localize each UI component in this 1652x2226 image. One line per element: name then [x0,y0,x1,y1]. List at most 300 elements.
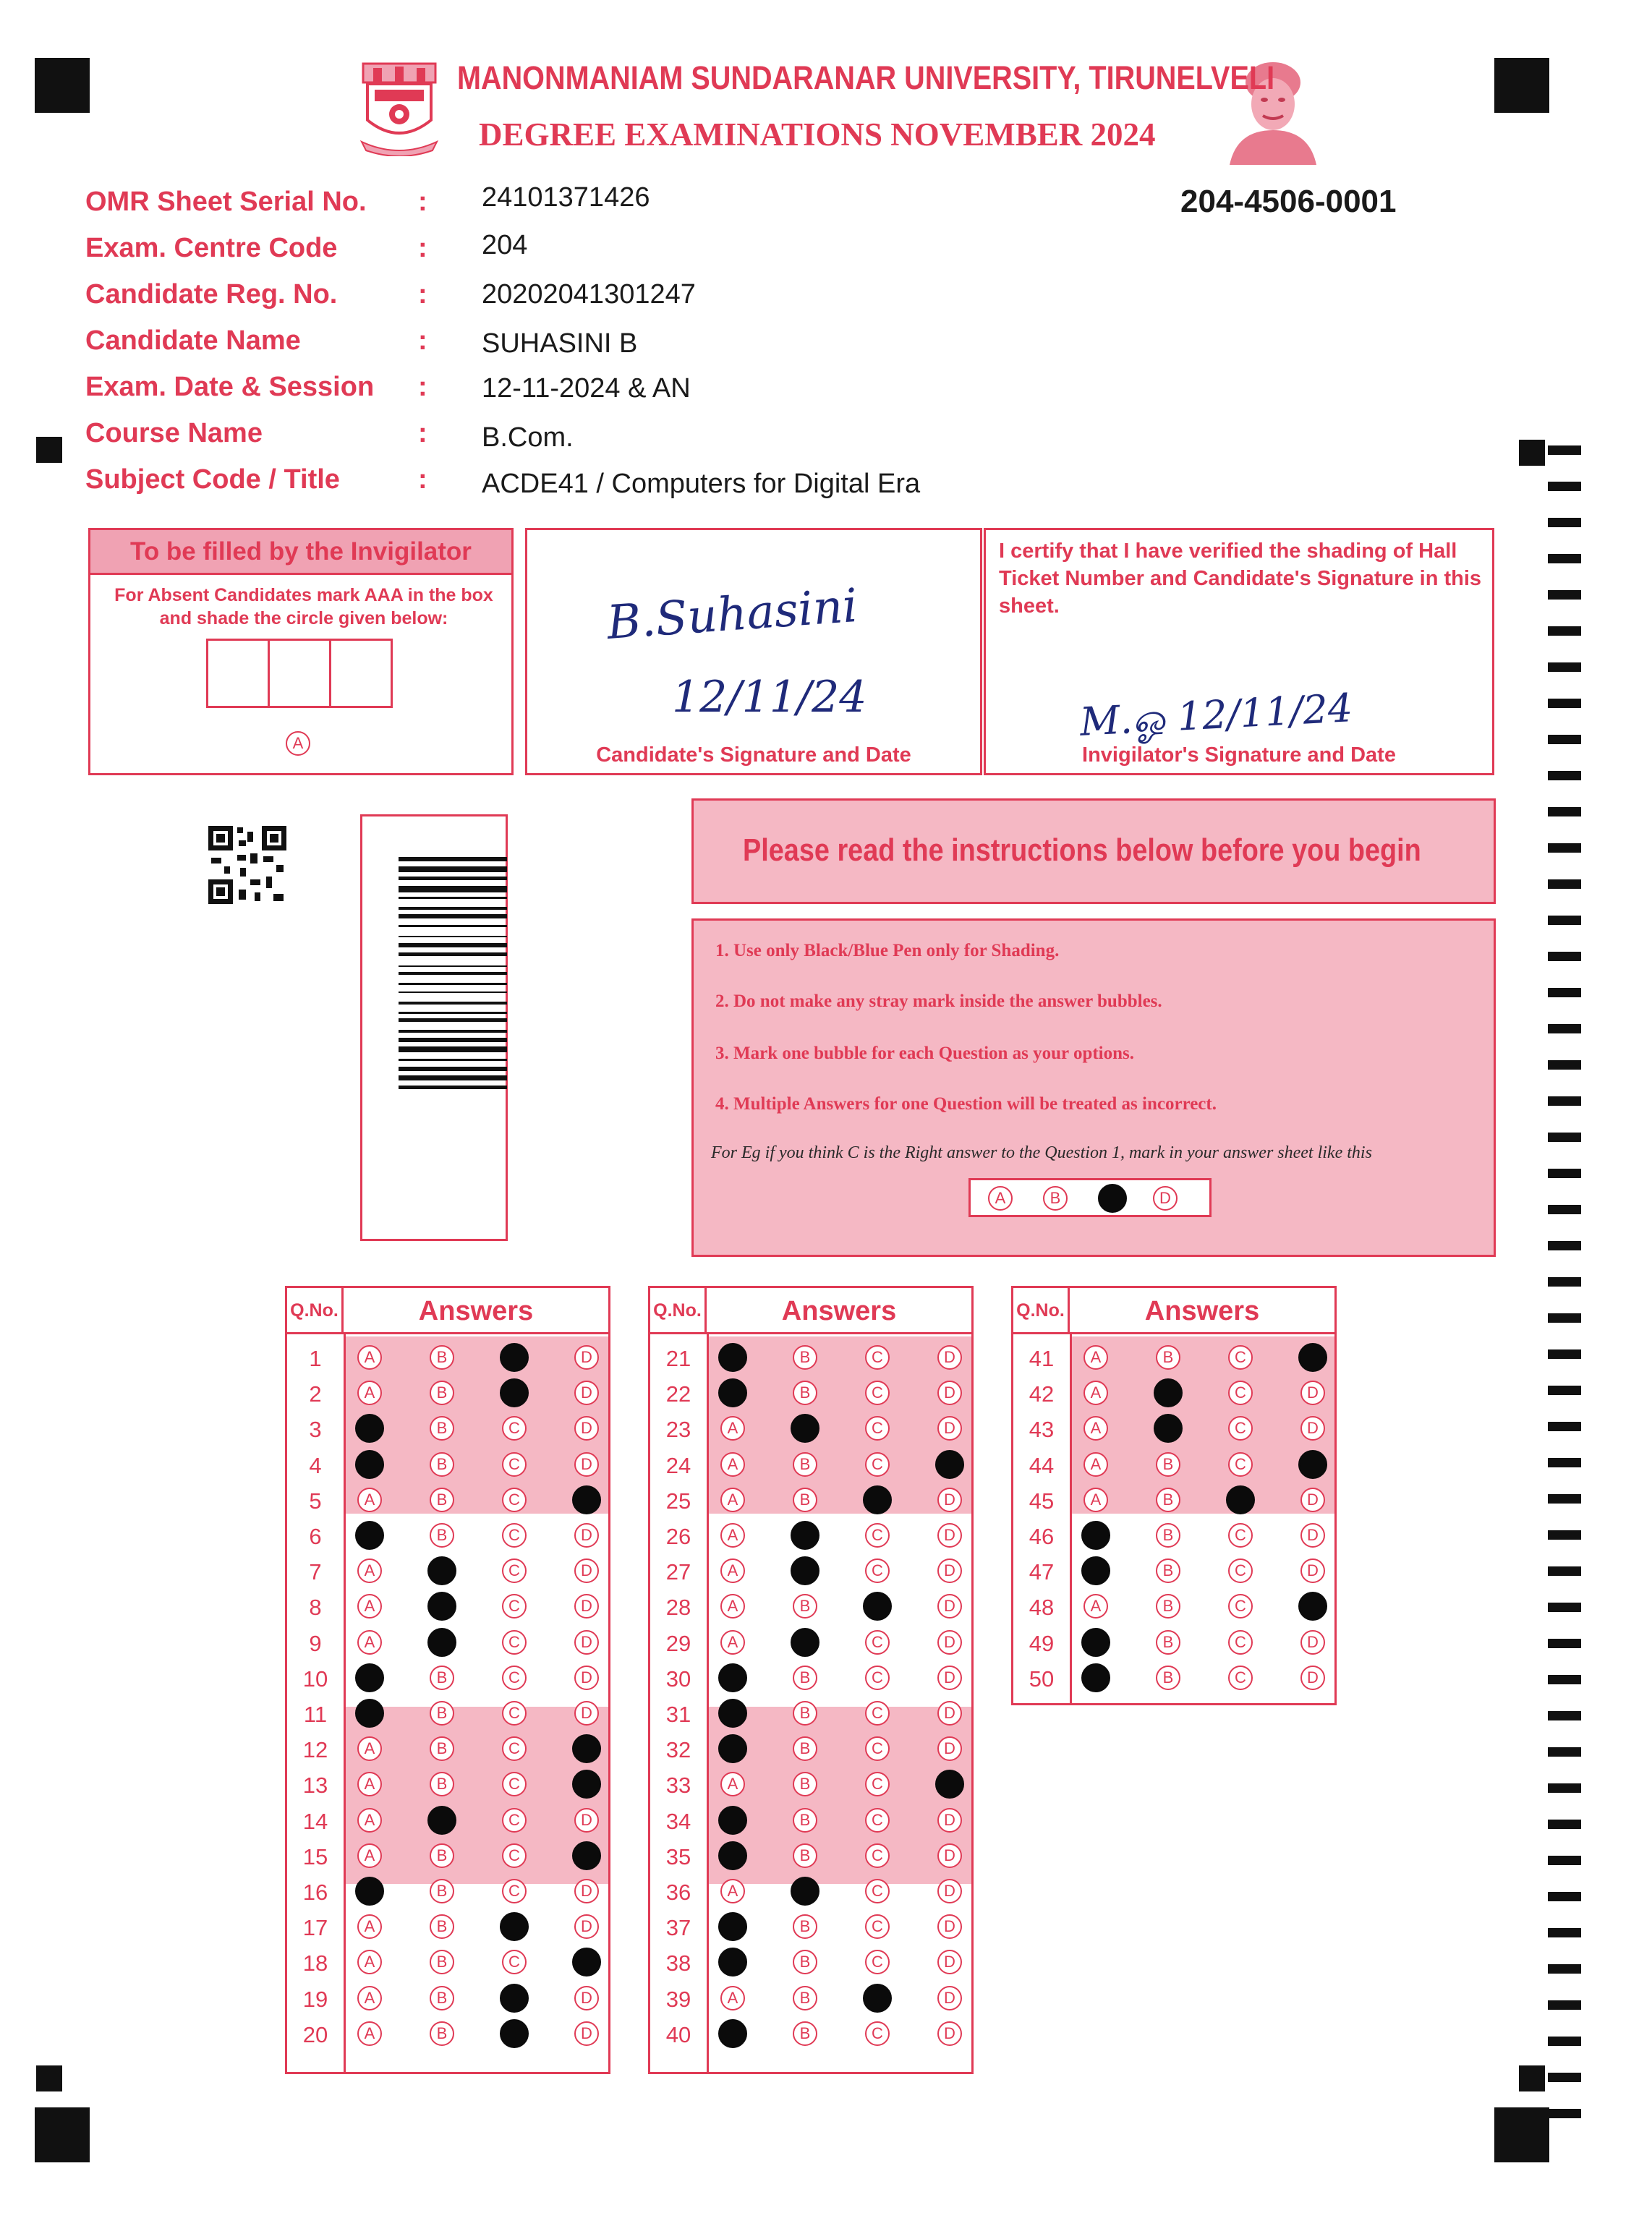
answer-bubble-q46-d[interactable]: D [1300,1523,1325,1548]
registration-mark-bottom-left [35,2107,90,2162]
answer-bubble-q39-b[interactable]: B [793,1986,817,2010]
answer-bubble-q23-c[interactable]: C [865,1416,890,1441]
answer-bubble-q47-c[interactable]: C [1228,1558,1253,1583]
answer-bubble-q26-b[interactable] [791,1521,819,1550]
barcode-bar [399,952,507,956]
timing-mark [1548,988,1581,997]
answer-bubble-q49-a[interactable] [1081,1628,1110,1657]
answer-bubble-q15-d[interactable] [572,1841,601,1870]
question-number: 6 [309,1524,322,1549]
answer-bubble-q46-a[interactable] [1081,1521,1110,1550]
answer-bubble-q18-d[interactable] [572,1948,601,1976]
barcode-box [360,814,508,1241]
answer-bubble-q17-a[interactable]: A [357,1914,382,1939]
timing-mark [1548,1133,1581,1142]
barcode-bar [399,857,507,861]
answer-bubble-q25-d[interactable]: D [937,1488,962,1512]
answer-bubble-q42-b[interactable] [1154,1378,1183,1407]
barcode-bar [399,992,507,993]
answer-bubble-q10-a[interactable] [355,1663,384,1692]
answer-bubble-q31-a[interactable] [718,1699,747,1728]
answer-bubble-q40-b[interactable]: B [793,2021,817,2046]
answer-bubble-q5-b[interactable]: B [430,1488,454,1512]
invigilator-signature: M.ஓ 12/11/24 [1078,685,1354,745]
answer-bubble-q37-b[interactable]: B [793,1914,817,1939]
question-number: 43 [1029,1417,1055,1443]
barcode-bar [399,965,507,967]
timing-mark [1548,2073,1581,2082]
qno-header: Q.No. [287,1288,344,1332]
answer-table-2 [648,1286,974,2074]
answer-bubble-q31-b[interactable]: B [793,1701,817,1726]
timing-mark [1548,1060,1581,1070]
answer-bubble-q14-d[interactable]: D [574,1808,599,1833]
info-colon: : [418,187,427,217]
timing-mark [1548,952,1581,961]
answer-bubble-q13-b[interactable]: B [430,1772,454,1796]
answer-bubble-q7-a[interactable]: A [357,1558,382,1583]
answer-bubble-q2-b[interactable]: B [430,1381,454,1405]
answer-bubble-q38-a[interactable] [718,1948,747,1976]
answer-bubble-q5-a[interactable]: A [357,1488,382,1512]
answer-bubble-q48-a[interactable]: A [1083,1594,1108,1619]
example-bubble-d: D [1153,1186,1178,1211]
answer-bubble-q14-b[interactable] [427,1806,456,1835]
instructions-heading: Please read the instructions below before you begin [743,832,1421,868]
barcode-bar [399,1075,507,1080]
answer-bubble-q27-a[interactable]: A [720,1558,745,1583]
answer-bubble-q45-a[interactable]: A [1083,1488,1108,1512]
answer-bubble-q16-b[interactable]: B [430,1879,454,1903]
answer-bubble-q22-b[interactable]: B [793,1381,817,1405]
barcode-bar [399,866,507,872]
candidate-signature-date: 12/11/24 [672,672,867,722]
answer-bubble-q38-b[interactable]: B [793,1950,817,1974]
answer-bubble-q5-d[interactable] [572,1485,601,1514]
answer-bubble-q21-a[interactable] [718,1343,747,1372]
answer-bubble-q8-c[interactable]: C [502,1594,527,1619]
timing-mark [1548,843,1581,853]
answer-bubble-q27-d[interactable]: D [937,1558,962,1583]
answer-bubble-q43-a[interactable]: A [1083,1416,1108,1441]
answer-bubble-q40-d[interactable]: D [937,2021,962,2046]
answer-bubble-q35-d[interactable]: D [937,1843,962,1868]
answer-bubble-q40-a[interactable] [718,2019,747,2048]
answer-bubble-q9-c[interactable]: C [502,1630,527,1655]
answer-bubble-q36-d[interactable]: D [937,1879,962,1903]
timing-mark [1548,1820,1581,1829]
timing-mark [1548,1024,1581,1033]
registration-mark-top-right [1494,58,1549,113]
answer-bubble-q14-c[interactable]: C [502,1808,527,1833]
timing-mark [1548,879,1581,889]
answer-bubble-q39-d[interactable]: D [937,1986,962,2010]
answer-bubble-q42-a[interactable]: A [1083,1381,1108,1405]
answer-bubble-q30-c[interactable]: C [865,1666,890,1690]
answer-bubble-q42-c[interactable]: C [1228,1381,1253,1405]
answer-bubble-q3-d[interactable]: D [574,1416,599,1441]
info-colon: : [418,233,427,263]
timing-mark [1548,445,1581,455]
timing-mark [1548,662,1581,672]
answer-bubble-q48-b[interactable]: B [1156,1594,1180,1619]
answer-bubble-q11-b[interactable]: B [430,1701,454,1726]
question-number: 41 [1029,1346,1055,1371]
answer-bubble-q20-a[interactable]: A [357,2021,382,2046]
answer-bubble-q40-c[interactable]: C [865,2021,890,2046]
answer-bubble-q29-b[interactable] [791,1628,819,1657]
answer-bubble-q41-d[interactable] [1298,1343,1327,1372]
answer-bubble-q43-c[interactable]: C [1228,1416,1253,1441]
question-number: 15 [302,1843,328,1869]
answer-bubble-q28-a[interactable]: A [720,1594,745,1619]
answer-bubble-q16-d[interactable]: D [574,1879,599,1903]
centre-code-label: Exam. Centre Code [85,233,338,263]
answer-bubble-q49-d[interactable]: D [1300,1630,1325,1655]
question-number: 44 [1029,1452,1055,1478]
course-name-label: Course Name [85,418,263,448]
answer-bubble-q39-a[interactable]: A [720,1986,745,2010]
answer-bubble-q45-b[interactable]: B [1156,1488,1180,1512]
question-number: 27 [665,1559,691,1585]
answer-bubble-q22-d[interactable]: D [937,1381,962,1405]
answer-bubble-q36-b[interactable] [791,1877,819,1906]
answer-bubble-q1-b[interactable]: B [430,1345,454,1370]
answer-bubble-q44-d[interactable] [1298,1450,1327,1479]
timing-mark [1548,1241,1581,1250]
answer-bubble-q15-a[interactable]: A [357,1843,382,1868]
answer-bubble-q37-c[interactable]: C [865,1914,890,1939]
question-number: 9 [309,1630,322,1656]
absent-note: For Absent Candidates mark AAA in the box and shade the circle given below: [114,585,493,628]
answer-bubble-q22-a[interactable] [718,1378,747,1407]
answer-bubble-q10-b[interactable]: B [430,1666,454,1690]
answer-bubble-q18-b[interactable]: B [430,1950,454,1974]
absent-cell-2[interactable] [268,639,331,708]
barcode-bar [399,907,507,910]
answer-bubble-q19-a[interactable]: A [357,1986,382,2010]
answer-bubble-q35-c[interactable]: C [865,1843,890,1868]
answer-bubble-q27-b[interactable] [791,1556,819,1585]
answer-bubble-q11-c[interactable]: C [502,1701,527,1726]
answer-bubble-q11-a[interactable] [355,1699,384,1728]
timing-mark [1548,1783,1581,1793]
barcode-bar [399,1038,507,1042]
timing-mark [1548,1494,1581,1504]
answer-bubble-q39-c[interactable] [863,1984,892,2013]
answer-bubble-q20-d[interactable]: D [574,2021,599,2046]
timing-mark [1548,2109,1581,2118]
answer-bubble-q26-c[interactable]: C [865,1523,890,1548]
answer-bubble-q4-c[interactable]: C [502,1452,527,1477]
answer-bubble-q41-b[interactable]: B [1156,1345,1180,1370]
answer-bubble-q31-d[interactable]: D [937,1701,962,1726]
answer-bubble-q48-c[interactable]: C [1228,1594,1253,1619]
answer-bubble-q3-b[interactable]: B [430,1416,454,1441]
answer-bubble-q28-b[interactable]: B [793,1594,817,1619]
answer-bubble-q31-c[interactable]: C [865,1701,890,1726]
answer-bubble-q32-a[interactable] [718,1734,747,1763]
reg-no-label: Candidate Reg. No. [85,279,338,310]
absent-bubble[interactable]: A [286,731,310,756]
question-number: 34 [665,1808,691,1834]
answer-bubble-q47-d[interactable]: D [1300,1558,1325,1583]
answer-bubble-q2-a[interactable]: A [357,1381,382,1405]
answer-bubble-q32-d[interactable]: D [937,1736,962,1761]
answer-bubble-q1-c[interactable] [500,1343,529,1372]
answer-bubble-q44-b[interactable]: B [1156,1452,1180,1477]
answer-bubble-q12-a[interactable]: A [357,1736,382,1761]
qno-header: Q.No. [650,1288,707,1332]
answer-bubble-q20-c[interactable] [500,2019,529,2048]
qr-code [207,824,288,905]
invigilator-signature-box [984,528,1494,775]
answer-bubble-q17-d[interactable]: D [574,1914,599,1939]
question-number: 48 [1029,1595,1055,1621]
answer-bubble-q16-a[interactable] [355,1877,384,1906]
answer-bubble-q44-a[interactable]: A [1083,1452,1108,1477]
answer-bubble-q23-d[interactable]: D [937,1416,962,1441]
answer-bubble-q16-c[interactable]: C [502,1879,527,1903]
answer-bubble-q5-c[interactable]: C [502,1488,527,1512]
absent-cell-3[interactable] [329,639,393,708]
question-number: 8 [309,1595,322,1621]
answer-bubble-q33-c[interactable]: C [865,1772,890,1796]
absent-cell-1[interactable] [206,639,270,708]
answer-bubble-q12-b[interactable]: B [430,1736,454,1761]
answer-bubble-q50-b[interactable]: B [1156,1666,1180,1690]
info-colon: : [418,325,427,356]
answer-bubble-q32-b[interactable]: B [793,1736,817,1761]
answer-bubble-q37-a[interactable] [718,1912,747,1941]
timing-mark [1548,1892,1581,1901]
answer-bubble-q6-d[interactable]: D [574,1523,599,1548]
answer-bubble-q41-c[interactable]: C [1228,1345,1253,1370]
answer-bubble-q50-c[interactable]: C [1228,1666,1253,1690]
answer-bubble-q34-c[interactable]: C [865,1808,890,1833]
answer-bubble-q24-c[interactable]: C [865,1452,890,1477]
answer-bubble-q29-d[interactable]: D [937,1630,962,1655]
question-number: 26 [665,1524,691,1549]
answer-bubble-q26-a[interactable]: A [720,1523,745,1548]
barcode-bar [399,914,507,918]
timing-mark [1548,807,1581,816]
answer-bubble-q12-c[interactable]: C [502,1736,527,1761]
answer-bubble-q13-a[interactable]: A [357,1772,382,1796]
instruction-1: 1. Use only Black/Blue Pen only for Shading. [715,941,1060,960]
answer-bubble-q48-d[interactable] [1298,1592,1327,1621]
alignment-mark-left [36,437,62,463]
answer-bubble-q24-b[interactable]: B [793,1452,817,1477]
question-number: 7 [309,1559,322,1585]
answer-bubble-q7-d[interactable]: D [574,1558,599,1583]
answer-bubble-q12-d[interactable] [572,1734,601,1763]
answer-bubble-q21-d[interactable]: D [937,1345,962,1370]
answer-bubble-q4-a[interactable] [355,1450,384,1479]
answer-bubble-q45-d[interactable]: D [1300,1488,1325,1512]
barcode-bar [399,983,507,985]
answer-bubble-q18-c[interactable]: C [502,1950,527,1974]
question-number: 4 [309,1452,322,1478]
answer-bubble-q22-c[interactable]: C [865,1381,890,1405]
answer-bubble-q8-b[interactable] [427,1592,456,1621]
answer-bubble-q42-d[interactable]: D [1300,1381,1325,1405]
answer-bubble-q46-c[interactable]: C [1228,1523,1253,1548]
answer-bubble-q49-c[interactable]: C [1228,1630,1253,1655]
candidate-name-label: Candidate Name [85,325,301,356]
question-number: 29 [665,1630,691,1656]
timing-mark [1548,1566,1581,1576]
answer-bubble-q34-d[interactable]: D [937,1808,962,1833]
timing-mark [1548,1964,1581,1974]
timing-mark [1548,626,1581,636]
timing-mark [1548,482,1581,491]
timing-mark [1548,1422,1581,1431]
invigilator-box [88,528,514,775]
question-number: 2 [309,1381,322,1407]
exam-date-value: 12-11-2024 & AN [482,373,691,404]
answer-bubble-q47-b[interactable]: B [1156,1558,1180,1583]
invigilator-signature-caption: Invigilator's Signature and Date [1082,743,1396,767]
answer-bubble-q10-c[interactable]: C [502,1666,527,1690]
answer-bubble-q7-c[interactable]: C [502,1558,527,1583]
answer-bubble-q34-a[interactable] [718,1806,747,1835]
answer-bubble-q45-c[interactable] [1226,1485,1255,1514]
answer-bubble-q30-a[interactable] [718,1663,747,1692]
answer-bubble-q19-b[interactable]: B [430,1986,454,2010]
answer-bubble-q28-c[interactable] [863,1592,892,1621]
timing-mark [1548,1205,1581,1214]
answer-bubble-q8-d[interactable]: D [574,1594,599,1619]
answer-bubble-q25-a[interactable]: A [720,1488,745,1512]
answer-bubble-q21-c[interactable]: C [865,1345,890,1370]
answer-bubble-q2-c[interactable] [500,1378,529,1407]
university-logo [357,61,441,156]
answer-bubble-q11-d[interactable]: D [574,1701,599,1726]
answer-bubble-q10-d[interactable]: D [574,1666,599,1690]
example-bubble-b: B [1043,1186,1068,1211]
answer-bubble-q24-d[interactable] [935,1450,964,1479]
candidate-signature-box [525,528,982,775]
answer-bubble-q43-d[interactable]: D [1300,1416,1325,1441]
question-number: 33 [665,1773,691,1799]
answer-bubble-q50-a[interactable] [1081,1663,1110,1692]
question-number: 19 [302,1986,328,2012]
barcode-bar [399,1059,507,1061]
answer-bubble-q26-d[interactable]: D [937,1523,962,1548]
answer-bubble-q38-c[interactable]: C [865,1950,890,1974]
answer-bubble-q1-d[interactable]: D [574,1345,599,1370]
answer-bubble-q33-b[interactable]: B [793,1772,817,1796]
answer-bubble-q38-d[interactable]: D [937,1950,962,1974]
answer-bubble-q30-d[interactable]: D [937,1666,962,1690]
answer-bubble-q17-c[interactable] [500,1912,529,1941]
answer-bubble-q35-b[interactable]: B [793,1843,817,1868]
info-colon: : [418,372,427,402]
answer-bubble-q41-a[interactable]: A [1083,1345,1108,1370]
answer-bubble-q6-b[interactable]: B [430,1523,454,1548]
answer-bubble-q25-b[interactable]: B [793,1488,817,1512]
answer-bubble-q27-c[interactable]: C [865,1558,890,1583]
answer-bubble-q47-a[interactable] [1081,1556,1110,1585]
answer-bubble-q25-c[interactable] [863,1485,892,1514]
timing-mark [1548,1856,1581,1865]
barcode-bar [399,1046,507,1052]
answer-bubble-q24-a[interactable]: A [720,1452,745,1477]
answer-bubble-q33-a[interactable]: A [720,1772,745,1796]
answer-bubble-q14-a[interactable]: A [357,1808,382,1833]
question-number: 5 [309,1488,322,1514]
question-number: 14 [302,1808,328,1834]
question-number: 12 [302,1737,328,1763]
answer-bubble-q3-c[interactable]: C [502,1416,527,1441]
question-number: 13 [302,1773,328,1799]
qno-header: Q.No. [1013,1288,1070,1332]
answer-bubble-q37-d[interactable]: D [937,1914,962,1939]
answer-bubble-q19-c[interactable] [500,1984,529,2013]
answer-bubble-q29-c[interactable]: C [865,1630,890,1655]
reg-no-value: 20202041301247 [482,279,696,310]
answer-bubble-q29-a[interactable]: A [720,1630,745,1655]
answer-bubble-q19-d[interactable]: D [574,1986,599,2010]
answer-bubble-q15-b[interactable]: B [430,1843,454,1868]
timing-mark [1548,1603,1581,1612]
question-number: 24 [665,1452,691,1478]
answer-bubble-q36-c[interactable]: C [865,1879,890,1903]
answer-bubble-q35-a[interactable] [718,1841,747,1870]
answer-bubble-q34-b[interactable]: B [793,1808,817,1833]
answer-bubble-q36-a[interactable]: A [720,1879,745,1903]
answer-bubble-q8-a[interactable]: A [357,1594,382,1619]
answer-bubble-q9-b[interactable] [427,1628,456,1657]
answer-bubble-q50-d[interactable]: D [1300,1666,1325,1690]
answer-bubble-q4-d[interactable]: D [574,1452,599,1477]
answer-bubble-q1-a[interactable]: A [357,1345,382,1370]
answer-bubble-q9-d[interactable]: D [574,1630,599,1655]
timing-mark [1548,1711,1581,1720]
answer-bubble-q21-b[interactable]: B [793,1345,817,1370]
answer-bubble-q32-c[interactable]: C [865,1736,890,1761]
answer-table-1 [285,1286,610,2074]
answer-bubble-q6-c[interactable]: C [502,1523,527,1548]
answer-bubble-q7-b[interactable] [427,1556,456,1585]
answer-bubble-q49-b[interactable]: B [1156,1630,1180,1655]
alignment-mark-left-bottom [36,2065,62,2091]
answer-bubble-q18-a[interactable]: A [357,1950,382,1974]
answer-bubble-q9-a[interactable]: A [357,1630,382,1655]
answer-bubble-q20-b[interactable]: B [430,2021,454,2046]
answer-bubble-q23-a[interactable]: A [720,1416,745,1441]
question-number: 39 [665,1986,691,2012]
answer-bubble-q15-c[interactable]: C [502,1843,527,1868]
registration-mark-top-left [35,58,90,113]
example-bubble-a: A [988,1186,1013,1211]
answer-bubble-q4-b[interactable]: B [430,1452,454,1477]
timing-mark [1548,518,1581,527]
answer-bubble-q6-a[interactable] [355,1521,384,1550]
answer-bubble-q44-c[interactable]: C [1228,1452,1253,1477]
answer-bubble-q13-c[interactable]: C [502,1772,527,1796]
serial-no-value: 24101371426 [482,182,650,213]
timing-mark [1548,1639,1581,1648]
answer-bubble-q28-d[interactable]: D [937,1594,962,1619]
answer-bubble-q17-b[interactable]: B [430,1914,454,1939]
answer-bubble-q2-d[interactable]: D [574,1381,599,1405]
answer-bubble-q30-b[interactable]: B [793,1666,817,1690]
question-number: 28 [665,1595,691,1621]
answer-bubble-q46-b[interactable]: B [1156,1523,1180,1548]
barcode-bar [399,1002,507,1005]
